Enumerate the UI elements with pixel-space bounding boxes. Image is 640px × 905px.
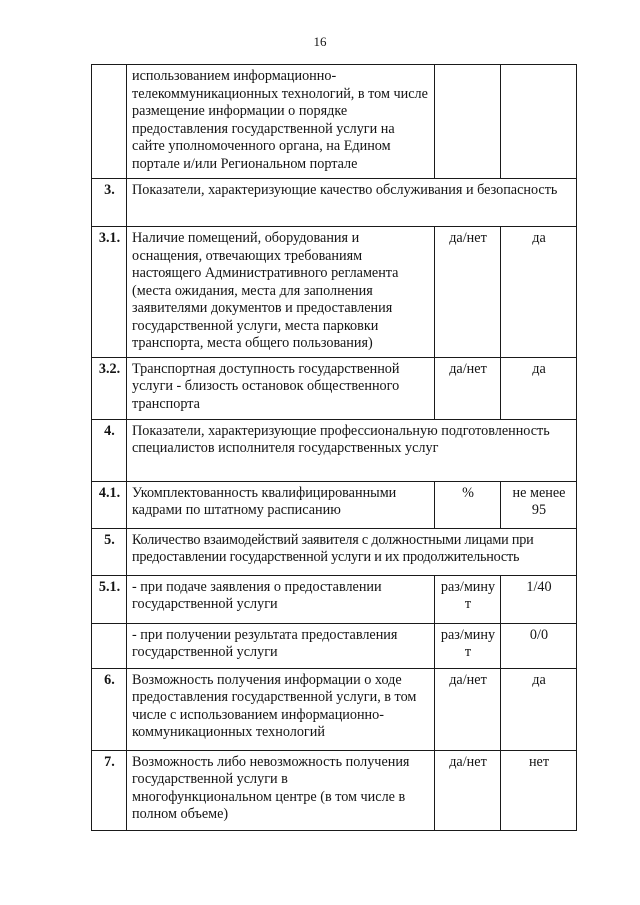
section-heading: Показатели, характеризующие качество обслуживания и безопасность — [127, 179, 577, 227]
row-unit: да/нет — [435, 357, 501, 419]
section-heading-text: Количество взаимодействий заявителя с должностными лицами при предоставлении государственной услуги и их продолжительность — [132, 531, 534, 565]
table-row — [92, 750, 577, 830]
row-description: использованием информационно-телекоммуникационных технологий, в том числе размещение информации о порядке предоставления государственной услуги на сайте уполномоченного органа, на Едином портале и/или Региональном портале — [127, 65, 435, 179]
row-unit: да/нет — [435, 227, 501, 358]
row-unit: раз/минут — [435, 575, 501, 623]
row-value: не менее 95 — [501, 481, 577, 528]
row-value-cell — [501, 65, 577, 179]
table-row — [92, 227, 577, 358]
row-value: 1/40 — [501, 575, 577, 623]
table-row — [92, 357, 577, 419]
row-description: Наличие помещений, оборудования и оснащения, отвечающих требованиям настоящего Административного регламента (места ожидания, места для заполнения заявителями документов и предоставления государственной услуги, места парковки транспорта, места общего пользования) — [127, 227, 435, 358]
row-number: 5. — [92, 528, 127, 575]
row-number: 3.2. — [92, 357, 127, 419]
row-value: да — [501, 227, 577, 358]
table-row — [92, 575, 577, 623]
row-description: - при подаче заявления о предоставлении государственной услуги — [127, 575, 435, 623]
row-number: 3.1. — [92, 227, 127, 358]
row-description: Транспортная доступность государственной услуги - близость остановок общественного транспорта — [127, 357, 435, 419]
row-value: нет — [501, 750, 577, 830]
row-unit: % — [435, 481, 501, 528]
table-row — [92, 528, 577, 575]
indicators-table — [91, 64, 577, 831]
row-number: 5.1. — [92, 575, 127, 623]
section-heading: Показатели, характеризующие профессиональную подготовленность специалистов исполнителя государственных услуг — [127, 419, 577, 481]
row-number: 4. — [92, 419, 127, 481]
row-unit-cell — [435, 65, 501, 179]
page-number: 16 — [313, 34, 327, 49]
row-number: 4.1. — [92, 481, 127, 528]
row-description: - при получении результата предоставления государственной услуги — [127, 623, 435, 668]
row-number: 3. — [92, 179, 127, 227]
table-row — [92, 623, 577, 668]
row-description: Укомплектованность квалифицированными кадрами по штатному расписанию — [127, 481, 435, 528]
section-heading — [127, 528, 577, 575]
row-value: да — [501, 357, 577, 419]
row-description: Возможность получения информации о ходе предоставления государственной услуги, в том числе с использованием информационно-коммуникационных технологий — [127, 668, 435, 750]
row-number-cell — [92, 623, 127, 668]
row-unit: раз/минут — [435, 623, 501, 668]
row-unit: да/нет — [435, 668, 501, 750]
row-value: 0/0 — [501, 623, 577, 668]
table-row — [92, 65, 577, 179]
row-number: 7. — [92, 750, 127, 830]
table-row — [92, 419, 577, 481]
row-description: Возможность либо невозможность получения государственной услуги в многофункциональном центре (в том числе в полном объеме) — [127, 750, 435, 830]
row-number-cell — [92, 65, 127, 179]
table-row — [92, 668, 577, 750]
row-value: да — [501, 668, 577, 750]
table-row — [92, 179, 577, 227]
row-unit: да/нет — [435, 750, 501, 830]
table-row — [92, 481, 577, 528]
row-number: 6. — [92, 668, 127, 750]
